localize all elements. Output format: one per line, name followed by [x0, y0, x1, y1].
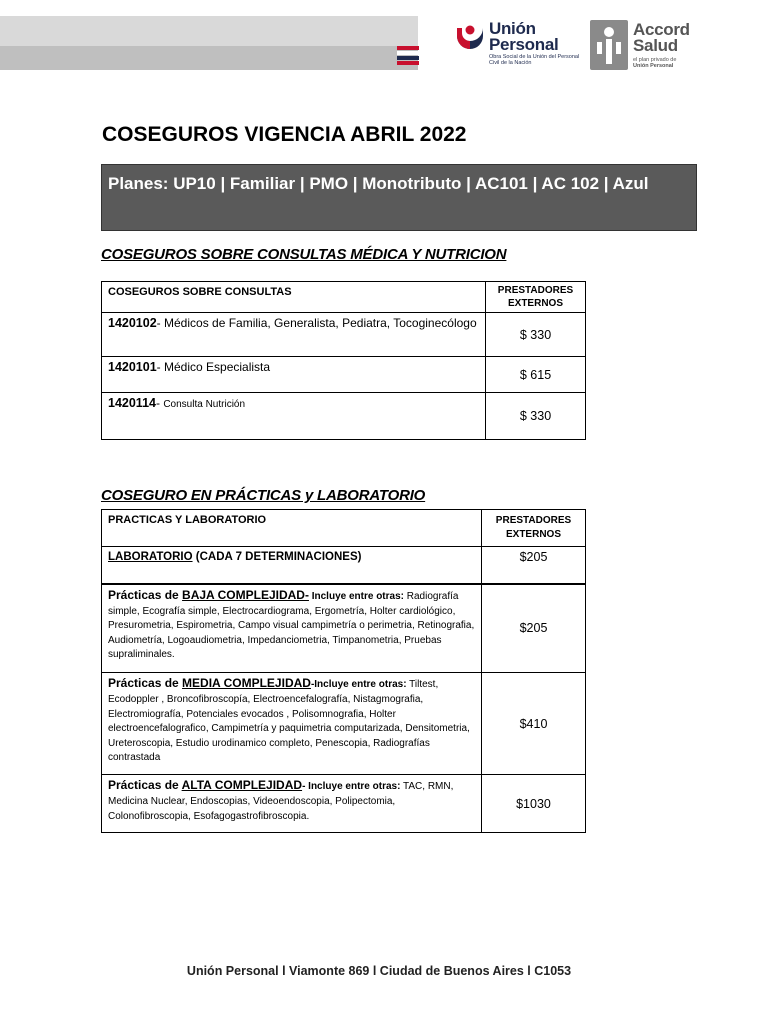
plans-banner: [101, 164, 697, 231]
practica-label-complexity: MEDIA COMPLEJIDAD: [182, 676, 311, 690]
union-logo-line1: Unión: [489, 19, 536, 38]
consulta-code: 1420114: [108, 396, 156, 410]
consultas-header-right-1: PRESTADORES: [497, 285, 574, 296]
laboratorio-price: $205: [482, 547, 586, 584]
header-bar-light: [0, 16, 418, 46]
practica-label-pre: Prácticas de: [108, 676, 183, 690]
practica-price: $410: [482, 673, 586, 775]
practicas-header-right: [482, 510, 586, 547]
practicas-header-left: PRACTICAS Y LABORATORIO: [102, 510, 482, 547]
practicas-header-row: [102, 510, 586, 547]
consulta-description: Médicos de Familia, Generalista, Pediatra, Tocoginecólogo: [164, 316, 477, 330]
consultas-header-right-2: EXTERNOS: [507, 298, 563, 309]
table-row: [102, 584, 586, 673]
consulta-price: $ 330: [486, 393, 586, 440]
practica-label-pre: Prácticas de: [108, 778, 182, 792]
practica-alta-cell: [102, 775, 482, 833]
page-title: COSEGUROS VIGENCIA ABRIL 2022: [102, 123, 467, 146]
table-row: [102, 357, 586, 393]
union-personal-logo: [455, 20, 580, 72]
consulta-description: Médico Especialista: [164, 360, 271, 374]
plans-text: Planes: UP10 | Familiar | PMO | Monotributo | AC101 | AC 102 | Azul: [108, 174, 649, 193]
practica-description: TAC, RMN, Medicina Nuclear, Endoscopias, Videoendoscopia, Polipectomia, Colonofibroscopia, Esofagogastrofibroscopia.: [108, 781, 454, 822]
practica-label-complexity: BAJA COMPLEJIDAD-: [182, 587, 309, 602]
consulta-code: 1420101: [108, 360, 157, 374]
consultas-table: [101, 281, 586, 440]
consultas-section-title: COSEGUROS SOBRE CONSULTAS MÉDICA Y NUTRICION: [101, 246, 507, 263]
consulta-row-2-label: 1420101- Médico Especialista: [102, 357, 486, 393]
practica-price: $205: [482, 584, 586, 673]
practicas-header-right-1: PRESTADORES: [495, 515, 572, 526]
laboratorio-suffix: (CADA 7 DETERMINACIONES): [195, 551, 362, 563]
consulta-price: $ 615: [486, 357, 586, 393]
consulta-row-1-label: 1420102- Médicos de Familia, Generalista, Pediatra, Tocoginecólogo: [102, 313, 486, 357]
consulta-row-3-label: 1420114- Consulta Nutrición: [102, 393, 486, 440]
table-row: [102, 775, 586, 833]
practica-media-cell: [102, 673, 482, 775]
accord-mark-icon: [590, 20, 628, 70]
laboratorio-name: LABORATORIO: [108, 551, 193, 563]
accord-logo-line2: Salud: [633, 36, 678, 55]
accord-salud-logo: [590, 20, 710, 72]
consulta-description: Consulta Nutrición: [163, 399, 246, 410]
union-logo-line2: Personal: [489, 35, 559, 54]
table-row: [102, 393, 586, 440]
practica-includes: - Incluye entre otras:: [302, 781, 401, 792]
accord-logo-line1: Accord: [633, 20, 690, 39]
page-footer: Unión Personal l Viamonte 869 l Ciudad de Buenos Aires l C1053: [186, 964, 572, 978]
consultas-header-row: [102, 282, 586, 313]
practicas-header-right-2: EXTERNOS: [505, 529, 561, 540]
accord-logo-sub1: el plan privado de: [633, 57, 677, 63]
practica-description: Tiltest, Ecodoppler , Broncofibroscopía, Electroencefalografía, Nistagmografia, Electromiografía, Potenciales evocados , Polisomnografia, Holter electroencefalografico, Campimetría y paquimetria computarizada, Densitometria, Ureteroscopia, Estudio urodinamico completo, Penescopia, Radiografías contrastada: [108, 679, 470, 763]
union-personal-mark-icon: [455, 22, 485, 52]
practica-label-pre: Prácticas de: [108, 587, 183, 602]
practica-baja-cell: [102, 584, 482, 673]
practica-includes: Incluye entre otras:: [308, 590, 404, 602]
practica-description: Radiografía simple, Ecografía simple, Electrocardiograma, Ergometría, Holter cardiológico, Presurometria, Espirometria, Campo visual campimetría o perimetria, Retinografia, Audiometría, Logoaudiometria, Impedanciometria, Timpanometria, Pruebas supraliminales.: [108, 590, 475, 660]
practica-includes: -Incluye entre otras:: [310, 679, 407, 690]
flag-stripes-icon: [397, 46, 419, 70]
consultas-header-right: [486, 282, 586, 313]
consulta-price: $ 330: [486, 313, 586, 357]
table-row: [102, 673, 586, 775]
table-row: [102, 313, 586, 357]
header-bar-gray: [0, 46, 418, 70]
laboratorio-label: [102, 547, 482, 584]
accord-logo-sub2: Unión Personal: [633, 63, 674, 69]
consulta-code: 1420102: [108, 316, 157, 330]
practica-price: $1030: [482, 775, 586, 833]
consultas-header-left: COSEGUROS SOBRE CONSULTAS: [102, 282, 486, 313]
accord-logo-subtitle: [633, 57, 703, 69]
practica-label-complexity: ALTA COMPLEJIDAD: [181, 778, 303, 792]
practicas-section-title: COSEGURO EN PRÁCTICAS y LABORATORIO: [101, 487, 426, 504]
practicas-table: [101, 509, 586, 833]
table-row: [102, 547, 586, 584]
union-logo-subtitle: Obra Social de la Unión del Personal Civil de la Nación: [489, 54, 580, 66]
